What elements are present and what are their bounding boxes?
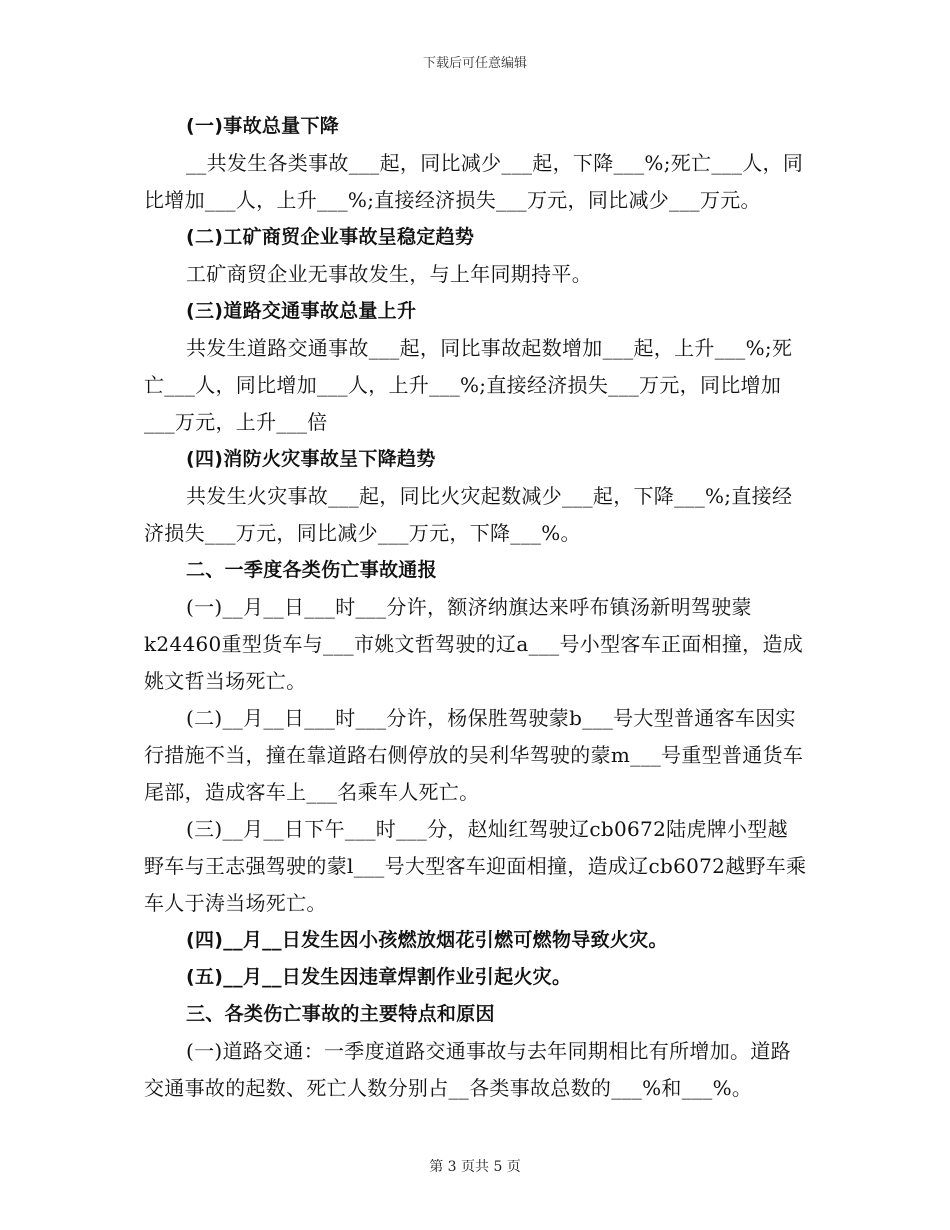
section-heading: (四)消防火灾事故呈下降趋势 [186, 448, 436, 470]
section-heading: (四)__月__日发生因小孩燃放烟花引燃可燃物导致火灾。 [186, 929, 668, 951]
paragraph: 共发生道路交通事故___起，同比事故起数增加___起，上升___%;死亡___人，同比增加___人，上升___%;直接经济损失___万元，同比增加___万元，上升___倍 [144, 336, 793, 434]
paragraph: 共发生火灾事故___起，同比火灾起数减少___起，下降___%;直接经济损失___万元，同比减少___万元，下降___%。 [144, 484, 793, 545]
section-heading: (五)__月__日发生因违章焊割作业引起火灾。 [186, 966, 572, 988]
paragraph: (一)__月__日___时___分许，额济纳旗达来呼布镇汤新明驾驶蒙k24460重型货车与___市姚文哲驾驶的辽a___号小型客车正面相撞，造成姚文哲当场死亡。 [144, 595, 804, 693]
section-heading: (一)事故总量下降 [186, 115, 340, 137]
section-heading: (二)工矿商贸企业事故呈稳定趋势 [186, 226, 475, 248]
paragraph: (二)__月__日___时___分许，杨保胜驾驶蒙b___号大型普通客车因实行措施不当，撞在靠道路右侧停放的吴利华驾驶的蒙m___号重型普通货车尾部，造成客车上___名乘车人死亡。 [144, 706, 804, 804]
page-footer: 第 3 页共 5 页 [429, 1159, 521, 1175]
section-heading: (三)道路交通事故总量上升 [186, 300, 417, 322]
document-body [144, 108, 808, 1107]
page-header: 下载后可任意编辑 [422, 56, 527, 71]
paragraph: __共发生各类事故___起，同比减少___起，下降___%;死亡___人，同比增加___人，上升___%;直接经济损失___万元，同比减少___万元。 [144, 151, 804, 212]
paragraph: (一)道路交通：一季度道路交通事故与去年同期相比有所增加。道路交通事故的起数、死亡人数分别占__各类事故总数的___%和___%。 [144, 1039, 791, 1100]
section-heading: 二、一季度各类伤亡事故通报 [186, 559, 437, 581]
section-heading: 三、各类伤亡事故的主要特点和原因 [186, 1003, 495, 1025]
paragraph: (三)__月__日下午___时___分，赵灿红驾驶辽cb0672陆虎牌小型越野车与王志强驾驶的蒙l___号大型客车迎面相撞，造成辽cb6072越野车乘车人于涛当场死亡。 [144, 817, 807, 915]
paragraph: 工矿商贸企业无事故发生，与上年同期持平。 [186, 262, 592, 286]
